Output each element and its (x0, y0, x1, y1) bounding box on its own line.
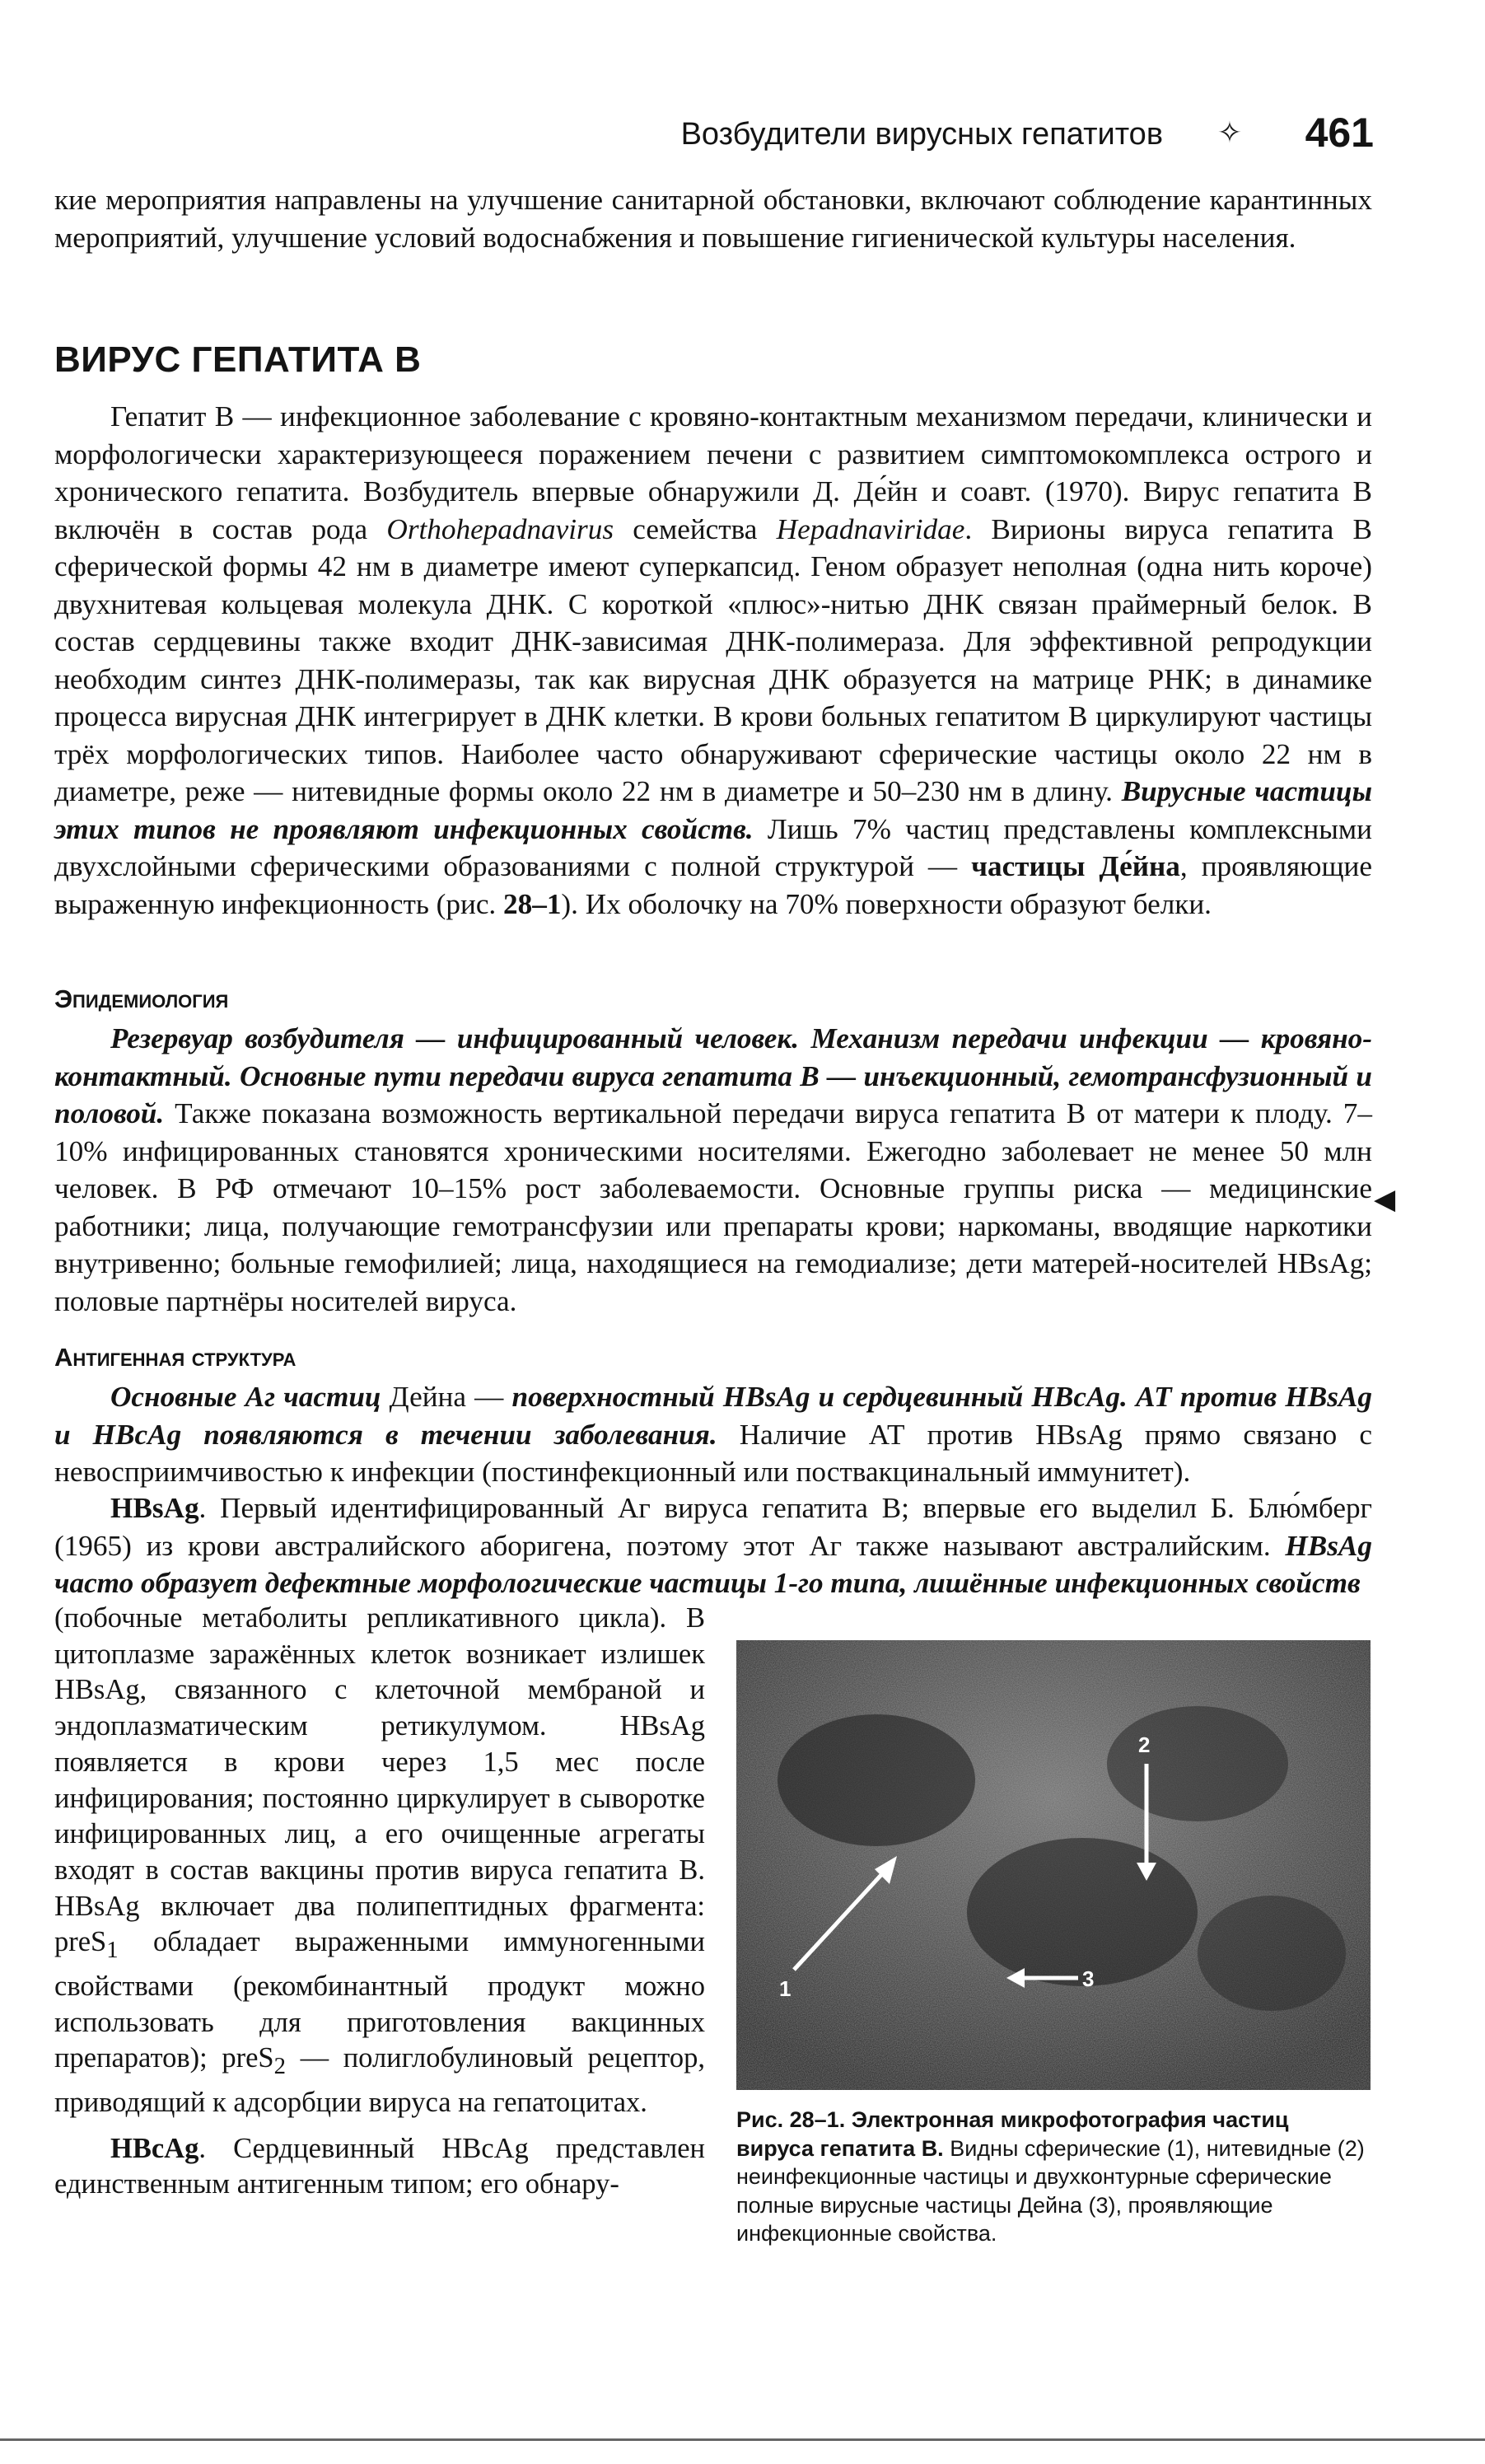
left-column (54, 1601, 705, 2203)
epidemiology-paragraph (54, 1020, 1372, 1320)
antigen-section (54, 1378, 1372, 1491)
text-run: . Первый идентифицированный Аг вируса гепатита В; впервые его выделил Б. Блю́мберг (1965) из крови австралийского аборигена, поэтому этот Аг также называют австралийским. (54, 1492, 1372, 1562)
emphasis-text: HBsAg часто образует дефектные морфологические частицы 1-го типа, лишённые инфекционных свойств (54, 1529, 1372, 1599)
family-name: Hepadnaviridae (776, 512, 965, 545)
text-run: семейства (614, 512, 777, 545)
epidemiology-heading: Эпидемиология (54, 984, 229, 1013)
label-2: 2 (1138, 1732, 1151, 1757)
emphasis-text: Резервуар возбудителя — инфицированный человек. Механизм передачи инфекции — кровяно-контактный. Основные пути передачи вируса гепатита В — инъекционный, гемотрансфузионный и половой. (54, 1022, 1372, 1129)
hbcag-paragraph (54, 2131, 705, 2203)
running-header (54, 110, 1374, 160)
subscript: 1 (106, 1937, 119, 1964)
hbv-description (54, 398, 1372, 923)
label-1: 1 (779, 1976, 792, 2001)
text-run: (побочные метаболиты репликативного цикла). В цитоплазме заражённых клеток возникает излишек HBsAg, связанного с клеточной мембраной и эндоплазматическим ретикулумом. HBsAg появляется в крови через 1,5 мес после инфицирования; постоянно циркулирует в сыворотке инфицированных лиц, а его очищенные агрегаты входят в состав вакцины против вируса гепатита В. HBsAg включает два полипептидных фрагмента: preS (54, 1602, 705, 1958)
text-run: Дейна — (381, 1381, 512, 1413)
text-run: , проявляющие выраженную инфекционность (рис. (54, 850, 1372, 920)
section-title: ВИРУС ГЕПАТИТА В (54, 339, 422, 380)
hbv-paragraph (54, 398, 1372, 923)
antigen-structure-heading: Антигенная структура (54, 1343, 297, 1372)
intro-text: кие мероприятия направлены на улучшение санитарной обстановки, включают соблюдение карантинных мероприятий, улучшение условий водоснабжения и повышение гигиенической культуры населения. (54, 184, 1372, 254)
genus-name: Orthohepadnavirus (386, 512, 614, 545)
text-run: . Вирионы вируса гепатита В сферической формы 42 нм в диаметре имеют суперкапсид. Геном образует неполная (одна нить короче) двухнитевая кольцевая молекула ДНК. С короткой «плюс»-нитью ДНК связан праймерный белок. В состав сердцевины также входит ДНК-зависимая ДНК-полимераза. Для эффективной репродукции необходим синтез ДНК-полимеразы, так как вирусная ДНК образуется на матрице РНК; в динамике процесса вирусная ДНК интегрирует в ДНК клетки. В крови больных гепатитом В циркулируют частицы трёх морфологических типов. Наиболее часто обнаруживают сферические частицы около 22 нм в диаметре, реже — нитевидные формы около 22 нм в диаметре и 50–230 нм в длину. (54, 512, 1372, 807)
text-run: обладает выраженными иммуногенными свойствами (рекомбинантный продукт можно использовать для приготовления вакцинных препаратов); preS (54, 1926, 705, 2074)
text-run: Гепатит В — инфекционное заболевание с кровяно-контактным механизмом передачи, клинически и морфологически характеризующееся поражением печени с развитием симптомокомплекса острого и хронического гепатита. Возбудитель впервые обнаружили Д. Де́йн и соавт. (1970). Вирус гепатита В включён в состав рода (54, 400, 1372, 545)
text-run: Также показана возможность вертикальной передачи вируса гепатита В от матери к плоду. 7–10% инфицированных становятся хроническими носителями. Ежегодно заболевает не менее 50 млн человек. В РФ отмечают 10–15% рост заболеваемости. Основные группы риска — медицинские работники; лица, получающие гемотрансфузии или препараты крови; наркоманы, вводящие наркотики внутривенно; больные гемофилией; лица, находящиеся на гемодиализе; дети матерей-носителей HBsAg; половые партнёры носителей вируса. (54, 1097, 1372, 1317)
hbsag-section-top (54, 1489, 1372, 1602)
caption-text: Видны сферические (1), нитевидные (2) неинфекционные частицы и двухконтурные сферические полные вирусные частицы Дейна (3), проявляющие инфекционные свойства. (736, 2135, 1365, 2247)
figure-caption (736, 2106, 1371, 2248)
margin-marker: ◀ (1374, 1185, 1396, 1215)
page-bottom-rule (0, 2438, 1485, 2444)
hbcag-term: HBcAg (110, 2132, 199, 2164)
figure-reference: 28–1 (503, 887, 562, 920)
header-ornament: ✧ (1216, 115, 1242, 149)
text-run: . Сердцевинный HBcAg представлен единственным антигенным типом; его обнару- (54, 2132, 705, 2200)
epidemiology-section (54, 1020, 1372, 1320)
intro-paragraph (54, 181, 1372, 256)
hbsag-paragraph-cont (54, 1601, 705, 2121)
hbsag-paragraph-top (54, 1489, 1372, 1602)
electron-micrograph (736, 1640, 1371, 2090)
text-run: ). Их оболочку на 70% поверхности образуют белки. (561, 887, 1212, 920)
dane-particles-term: частицы Де́йна (971, 850, 1180, 882)
subscript: 2 (273, 2053, 286, 2080)
page-number: 461 (1305, 110, 1374, 156)
emphasis-text: Вирусные частицы этих типов не проявляют инфекционных свойств. (54, 775, 1372, 845)
micrograph-image (736, 1640, 1371, 2090)
hbsag-term: HBsAg (110, 1492, 199, 1524)
header-title: Возбудители вирусных гепатитов (680, 117, 1163, 152)
antigen-paragraph (54, 1378, 1372, 1491)
caption-title: Рис. 28–1. Электронная микрофотография частиц вируса гепатита В. (736, 2107, 1289, 2161)
emphasis-text: поверхностный HBsAg и сердцевинный HBcAg. АТ против HBsAg и HBcAg появляются в течении заболевания. (54, 1381, 1372, 1451)
text-run: Лишь 7% частиц представлены комплексными двухслойными сферическими образованиями с полной структурой — (54, 812, 1372, 882)
label-3: 3 (1082, 1966, 1095, 1991)
text-run: — полиглобулиновый рецептор, приводящий к адсорбции вируса на гепатоцитах. (54, 2042, 705, 2118)
text-run: Наличие АТ против HBsAg прямо связано с невосприимчивостью к инфекции (постинфекционный или поствакцинальный иммунитет). (54, 1418, 1372, 1488)
emphasis-text: Основные Аг частиц (110, 1381, 381, 1413)
